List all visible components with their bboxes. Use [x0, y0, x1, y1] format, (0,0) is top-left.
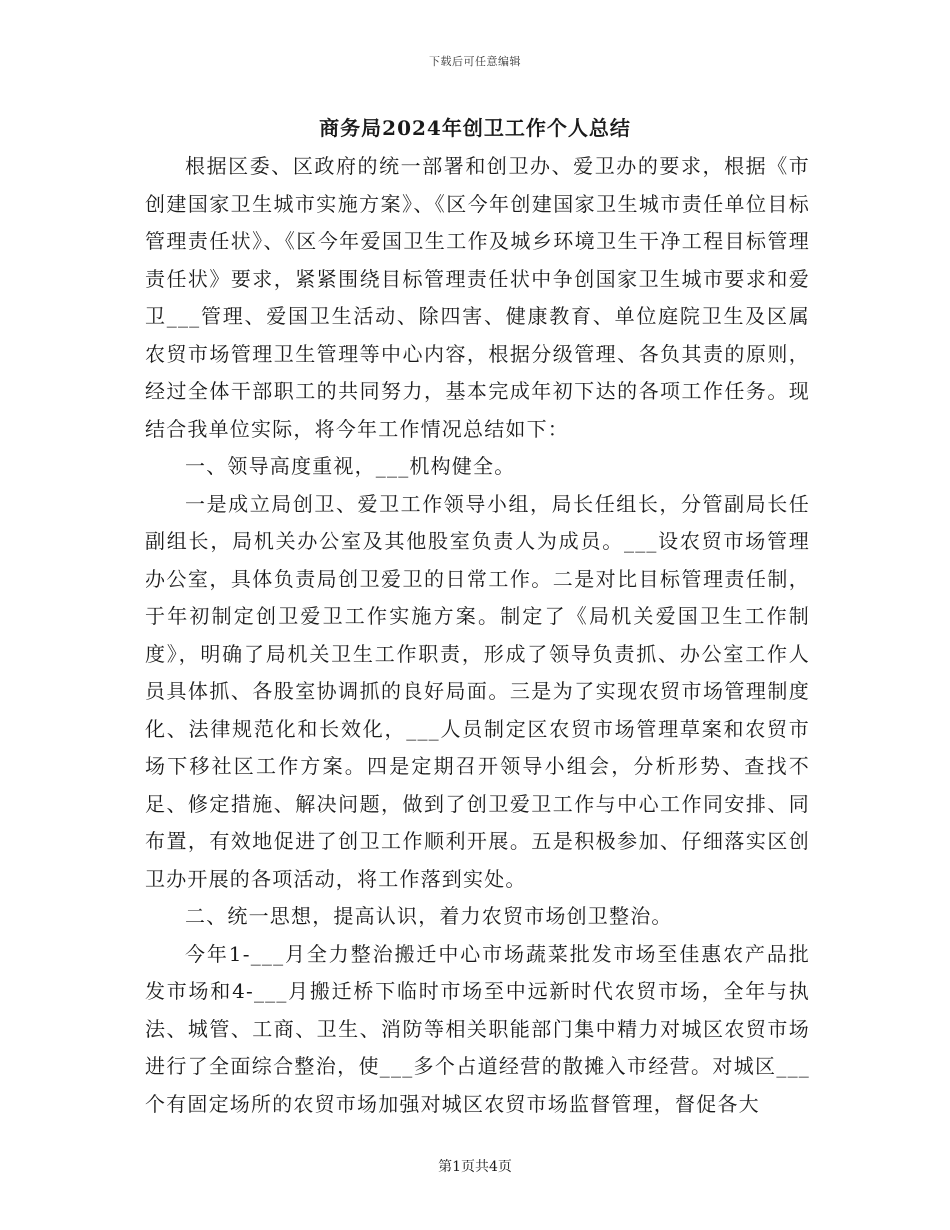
section-heading-2: 二、统一思想，提高认识，着力农贸市场创卫整治。	[185, 904, 673, 928]
section-heading-1: 一、领导高度重视，___机构健全。	[185, 454, 516, 478]
paragraph-section-1: 一是成立局创卫、爱卫工作领导小组，局长任组长，分管副局长任副组长，局机关办公室及其他股室负责人为成员。___设农贸市场管理办公室，具体负责局创卫爱卫的日常工作。二是对比目标管理责任制，于年初制定创卫爱卫工作实施方案。制定了《局机关爱国卫生工作制度》，明确了局机关卫生工作职责，形成了领导负责抓、办公室工作人员具体抓、各股室协调抓的良好局面。三是为了实现农贸市场管理制度化、法律规范化和长效化，___人员制定区农贸市场管理草案和农贸市场下移社区工作方案。四是定期召开领导小组会，分析形势、查找不足、修定措施、解决问题，做到了创卫爱卫工作与中心工作同安排、同布置，有效地促进了创卫工作顺利开展。五是积极参加、仔细落实区创卫办开展的各项活动，将工作落到实处。	[145, 491, 810, 891]
document-body	[145, 148, 810, 1123]
document-title: 商务局2024年创卫工作个人总结	[319, 116, 631, 140]
page-number: 第1页共4页	[438, 1159, 512, 1175]
page-header-note: 下载后可任意编辑	[429, 55, 521, 68]
paragraph-section-2: 今年1-___月全力整治搬迁中心市场蔬菜批发市场至佳惠农产品批发市场和4-___月搬迁桥下临时市场至中远新时代农贸市场，全年与执法、城管、工商、卫生、消防等相关职能部门集中精力对城区农贸市场进行了全面综合整治，使___多个占道经营的散摊入市经营。对城区___个有固定场所的农贸市场加强对城区农贸市场监督管理，督促各大	[145, 941, 810, 1116]
paragraph-intro: 根据区委、区政府的统一部署和创卫办、爱卫办的要求，根据《市创建国家卫生城市实施方案》、《区今年创建国家卫生城市责任单位目标管理责任状》、《区今年爱国卫生工作及城乡环境卫生干净工程目标管理责任状》要求，紧紧围绕目标管理责任状中争创国家卫生城市要求和爱卫___管理、爱国卫生活动、除四害、健康教育、单位庭院卫生及区属农贸市场管理卫生管理等中心内容，根据分级管理、各负其责的原则，经过全体干部职工的共同努力，基本完成年初下达的各项工作任务。现结合我单位实际，将今年工作情况总结如下：	[145, 154, 810, 441]
